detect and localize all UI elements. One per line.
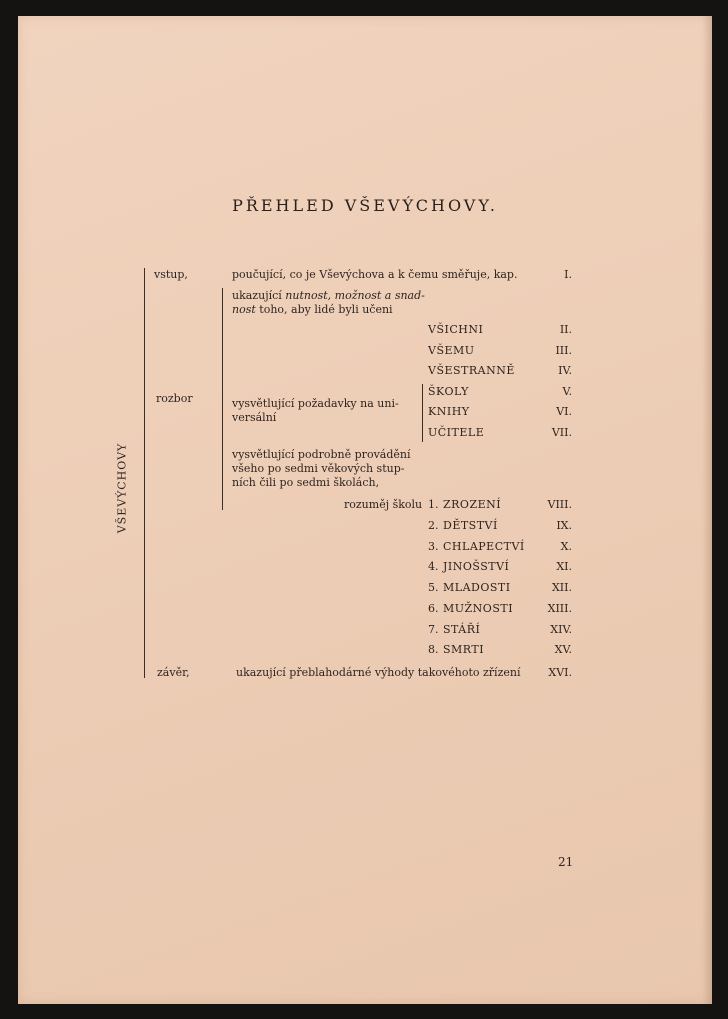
necessity-line-1	[232, 289, 425, 303]
vstup-label: vstup,	[154, 268, 188, 281]
school-label: ZROZENÍ	[443, 498, 502, 511]
chapter-I: I.	[564, 268, 572, 281]
chapter-XIII: XIII.	[547, 602, 572, 615]
detail-line-3: ních čili po sedmi školách,	[232, 476, 380, 489]
chapter-VI: VI.	[556, 405, 572, 418]
necessity-italic-2: nost	[232, 303, 256, 316]
page-edge-shadow	[702, 16, 712, 1004]
chapter-XV: XV.	[554, 643, 572, 656]
school-num: 3.	[428, 540, 439, 553]
side-label-vsevychovy: VŠEVÝCHOVY	[115, 442, 129, 534]
page-title: PŘEHLED VŠEVÝCHOVY.	[232, 196, 498, 215]
chapter-XI: XI.	[556, 560, 572, 573]
requirements-line-1: vysvětlující požadavky na uni-	[232, 397, 399, 410]
school-num: 7.	[428, 623, 439, 636]
detail-line-2: všeho po sedmi věkových stup-	[232, 462, 405, 475]
who-label: VŠICHNI	[428, 323, 484, 336]
necessity-rest: toho, aby lidé byli učeni	[259, 303, 393, 316]
rozbor-label: rozbor	[156, 392, 193, 405]
chapter-X: X.	[560, 540, 572, 553]
page-number: 21	[558, 855, 574, 869]
vstup-text: poučující, co je Vševýchova a k čemu směřuje, kap.	[232, 268, 518, 281]
school-label: STÁŘÍ	[443, 623, 481, 636]
chapter-II: II.	[559, 323, 572, 336]
necessity-prefix: ukazující	[232, 289, 282, 302]
universal-label: KNIHY	[428, 405, 470, 418]
chapter-VIII: VIII.	[547, 498, 572, 511]
who-label: VŠEMU	[428, 344, 475, 357]
zaver-label: závěr,	[157, 666, 190, 679]
school-num: 8.	[428, 643, 439, 656]
chapter-XVI: XVI.	[548, 666, 572, 679]
school-num: 5.	[428, 581, 439, 594]
school-label: CHLAPECTVÍ	[443, 540, 525, 553]
universal-label: UČITELE	[428, 426, 485, 439]
understand-label: rozuměj školu	[344, 498, 423, 511]
school-label: JINOŠSTVÍ	[443, 560, 510, 573]
zaver-text: ukazující přeblahodárné výhody takovéhoto zřízení	[236, 666, 521, 679]
chapter-IV: IV.	[558, 364, 572, 377]
chapter-III: III.	[555, 344, 572, 357]
rozbor-bracket-line	[222, 288, 223, 510]
chapter-IX: IX.	[556, 519, 572, 532]
school-num: 2.	[428, 519, 439, 532]
necessity-italic: nutnost, možnost a snad-	[285, 289, 425, 302]
chapter-VII: VII.	[551, 426, 572, 439]
universal-label: ŠKOLY	[428, 385, 469, 398]
school-num: 6.	[428, 602, 439, 615]
universal-brace-line	[422, 384, 423, 442]
chapter-XIV: XIV.	[550, 623, 572, 636]
school-num: 4.	[428, 560, 439, 573]
school-label: SMRTI	[443, 643, 485, 656]
chapter-XII: XII.	[551, 581, 572, 594]
requirements-line-2: versální	[232, 411, 277, 424]
school-num: 1.	[428, 498, 439, 511]
chapter-V: V.	[562, 385, 572, 398]
school-label: DĚTSTVÍ	[443, 519, 498, 532]
detail-line-1: vysvětlující podrobně provádění	[232, 448, 411, 461]
main-bracket-line	[144, 268, 145, 678]
school-label: MUŽNOSTI	[443, 602, 514, 615]
book-page	[18, 16, 712, 1004]
school-label: MLADOSTI	[443, 581, 511, 594]
necessity-line-2	[232, 303, 393, 317]
who-label: VŠESTRANNĚ	[428, 364, 515, 377]
